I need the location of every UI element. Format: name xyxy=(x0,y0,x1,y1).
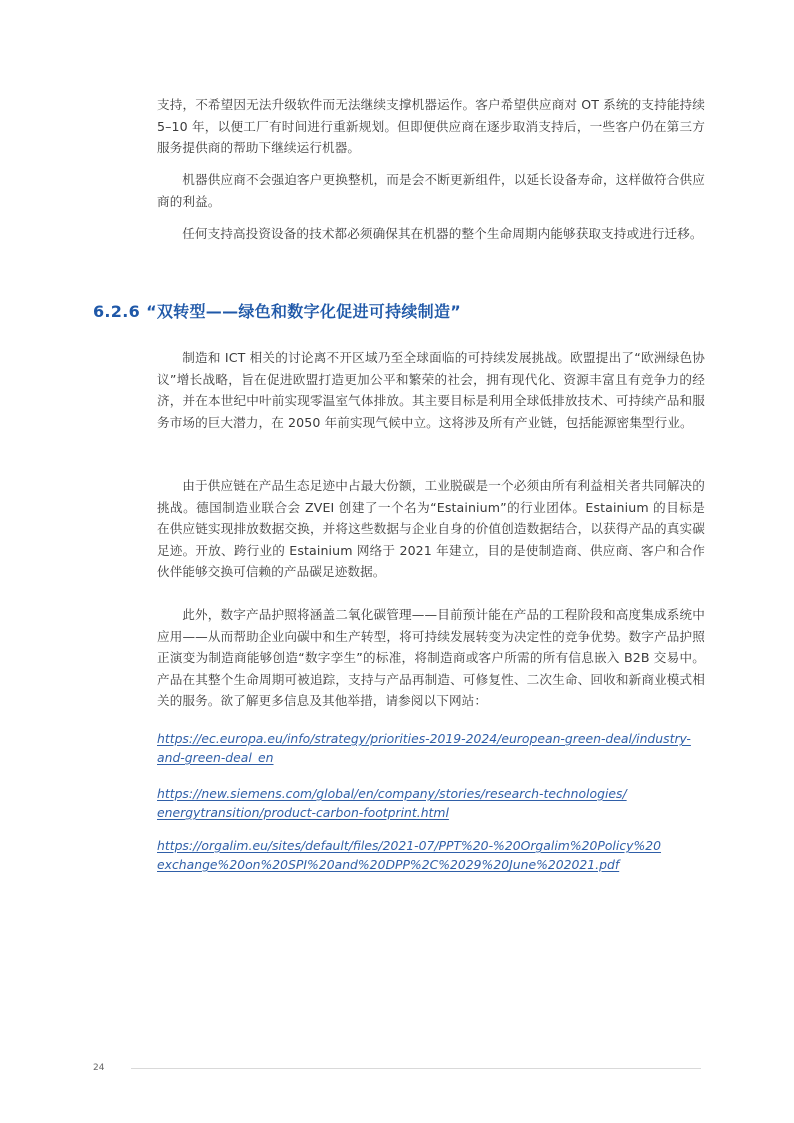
section-heading xyxy=(93,299,461,322)
page-number: 24 xyxy=(93,1063,105,1073)
link-orgalim-line2: exchange%20on%20SPI%20and%20DPP%2C%2029%20June%202021.pdf xyxy=(157,857,620,872)
paragraph-component-updates: 机器供应商不会强迫客户更换整机，而是会不断更新组件，以延长设备寿命，这样做符合供应商的利益。 xyxy=(157,172,705,209)
link-ec-europa-line2: and-green-deal_en xyxy=(157,750,274,765)
paragraph-ot-support: 支持，不希望因无法升级软件而无法继续支撑机器运作。客户希望供应商对 OT 系统的支持能持续 5–10 年，以便工厂有时间进行重新规划。但即便供应商在逐步取消支持后，一些客户仍在第三方服务提供商的帮助下继续运行机器。 xyxy=(157,97,705,155)
section-number: 6.2.6 xyxy=(93,302,141,321)
link-siemens[interactable] xyxy=(157,784,705,822)
link-ec-europa[interactable] xyxy=(157,729,705,767)
footer-divider xyxy=(131,1068,701,1069)
paragraph-digital-passport: 此外，数字产品护照将涵盖二氧化碳管理——目前预计能在产品的工程阶段和高度集成系统中应用——从而帮助企业向碳中和生产转型，将可持续发展转变为决定性的竞争优势。数字产品护照正演变为制造商能够创造“数字孪生”的标准，将制造商或客户所需的所有信息嵌入 B2B 交易中。产品在其整个生命周期可被追踪，支持与产品再制造、可修复性、二次生命、回收和新商业模式相关的服务。欲了解更多信息及其他举措，请参阅以下网站： xyxy=(157,607,705,708)
paragraph-green-deal: 制造和 ICT 相关的讨论离不开区域乃至全球面临的可持续发展挑战。欧盟提出了“欧洲绿色协议”增长战略，旨在促进欧盟打造更加公平和繁荣的社会，拥有现代化、资源丰富且有竞争力的经济，并在本世纪中叶前实现零温室气体排放。其主要目标是利用全球低排放技术、可持续产品和服务市场的巨大潜力，在 2050 年前实现气候中立。这将涉及所有产业链，包括能源密集型行业。 xyxy=(157,350,705,430)
link-ec-europa-line1: https://ec.europa.eu/info/strategy/priorities-2019-2024/european-green-deal/industry- xyxy=(157,731,691,746)
paragraph-estainium: 由于供应链在产品生态足迹中占最大份额，工业脱碳是一个必须由所有利益相关者共同解决的挑战。德国制造业联合会 ZVEI 创建了一个名为“Estainium”的行业团体。Estainium 的目标是在供应链实现排放数据交换，并将这些数据与企业自身的价值创造数据结合，以获得产品的真实碳足迹。开放、跨行业的 Estainium 网络于 2021 年建立，目的是使制造商、供应商、客户和合作伙伴能够交换可信赖的产品碳足迹数据。 xyxy=(157,478,705,579)
link-orgalim[interactable] xyxy=(157,836,705,874)
link-orgalim-line1: https://orgalim.eu/sites/default/files/2021-07/PPT%20-%20Orgalim%20Policy%20 xyxy=(157,838,662,853)
paragraph-lifecycle-support: 任何支持高投资设备的技术都必须确保其在机器的整个生命周期内能够获取支持或进行迁移。 xyxy=(182,226,703,241)
section-title: “双转型——绿色和数字化促进可持续制造” xyxy=(146,302,462,321)
link-siemens-line2: energytransition/product-carbon-footprint.html xyxy=(157,805,449,820)
link-siemens-line1: https://new.siemens.com/global/en/company/stories/research-technologies/ xyxy=(157,786,627,801)
